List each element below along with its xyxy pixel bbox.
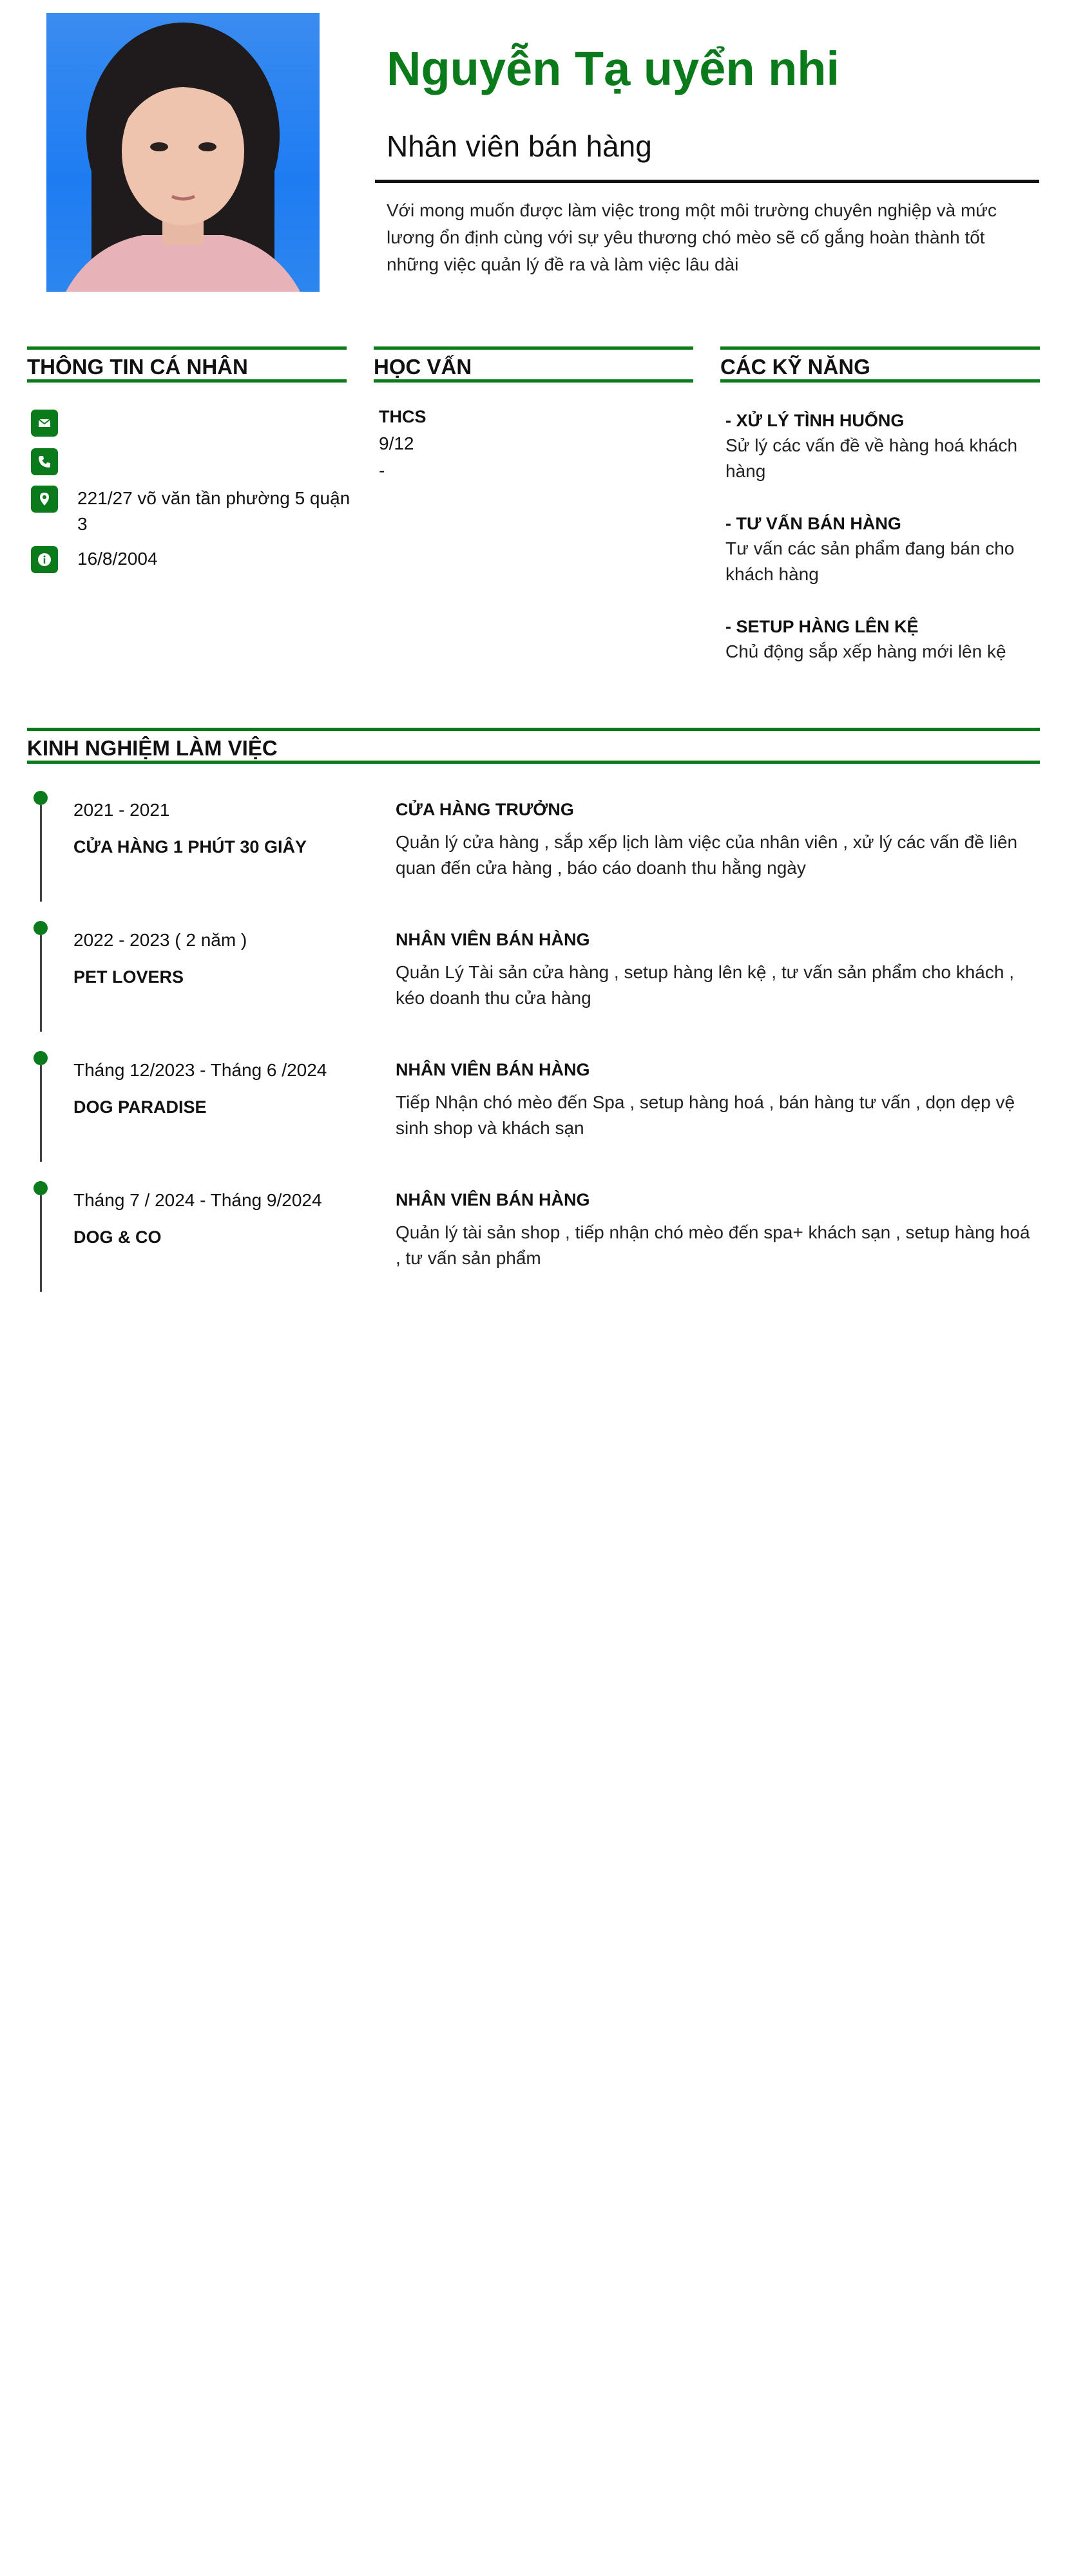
personal-info-heading — [27, 346, 347, 383]
job-date: Tháng 12/2023 - Tháng 6 /2024 — [73, 1060, 327, 1080]
skill-title: - TƯ VẤN BÁN HÀNG — [725, 514, 901, 533]
job-date: 2021 - 2021 — [73, 800, 170, 820]
birthday-value: 16/8/2004 — [77, 549, 158, 569]
job-date: Tháng 7 / 2024 - Tháng 9/2024 — [73, 1190, 322, 1210]
timeline-dot — [34, 921, 48, 935]
job-company: CỬA HÀNG 1 PHÚT 30 GIÂY — [73, 837, 307, 857]
birthday-row — [31, 546, 361, 573]
skill-desc: Chủ động sắp xếp hàng mới lên kệ — [725, 641, 1006, 661]
skill-item — [725, 614, 1035, 665]
skills-heading — [720, 346, 1040, 383]
education-school: THCS — [379, 407, 427, 426]
skills-list — [725, 408, 1035, 692]
job-entry — [31, 791, 1042, 900]
phone-icon — [31, 448, 58, 475]
phone-row — [31, 448, 361, 475]
address-value: 221/27 võ văn tần phường 5 quận 3 — [77, 488, 350, 534]
job-description: Quản lý tài sản shop , tiếp nhận chó mèo đến spa+ khách sạn , setup hàng hoá , tư vấn sản phẩm — [396, 1222, 1030, 1268]
candidate-role: Nhân viên bán hàng — [387, 129, 652, 163]
timeline-line — [40, 1195, 42, 1292]
timeline-dot — [34, 791, 48, 805]
skill-desc: Tư vấn các sản phẩm đang bán cho khách hàng — [725, 538, 1015, 584]
email-row — [31, 410, 361, 437]
info-icon — [31, 546, 58, 573]
education-heading-label: HỌC VẤN — [374, 355, 472, 379]
job-title: NHÂN VIÊN BÁN HÀNG — [396, 1060, 590, 1079]
skill-title: - SETUP HÀNG LÊN KỆ — [725, 617, 919, 636]
map-pin-icon — [31, 486, 58, 513]
personal-info-heading-label: THÔNG TIN CÁ NHÂN — [27, 355, 248, 379]
job-entry — [31, 1181, 1042, 1291]
job-description: Tiếp Nhận chó mèo đến Spa , setup hàng hoá , bán hàng tư vấn , dọn dẹp vệ sinh shop và khách sạn — [396, 1092, 1015, 1138]
job-title: CỬA HÀNG TRƯỞNG — [396, 800, 574, 819]
job-title: NHÂN VIÊN BÁN HÀNG — [396, 1190, 590, 1209]
candidate-name: Nguyễn Tạ uyển nhi — [387, 42, 840, 95]
skill-title: - XỬ LÝ TÌNH HUỐNG — [725, 411, 905, 430]
skills-heading-label: CÁC KỸ NĂNG — [720, 355, 870, 379]
job-entry — [31, 1051, 1042, 1160]
education-grade: 9/12 — [379, 433, 414, 453]
timeline-line — [40, 935, 42, 1032]
career-objective: Với mong muốn được làm việc trong một môi trường chuyên nghiệp và mức lương ổn định cùng với sự yêu thương chó mèo sẽ cố gắng hoàn thành tốt những việc quản lý đề ra và làm việc lâu dài — [387, 200, 997, 274]
timeline-dot — [34, 1051, 48, 1065]
job-company: DOG PARADISE — [73, 1097, 207, 1117]
education-extra: - — [379, 460, 385, 480]
skill-desc: Sử lý các vấn đề về hàng hoá khách hàng — [725, 435, 1018, 481]
job-description: Quản Lý Tài sản cửa hàng , setup hàng lên kệ , tư vấn sản phẩm cho khách , kéo doanh thu cửa hàng — [396, 962, 1015, 1008]
job-company: PET LOVERS — [73, 967, 184, 987]
job-date: 2022 - 2023 ( 2 năm ) — [73, 930, 247, 950]
header-divider — [375, 180, 1039, 183]
job-title: NHÂN VIÊN BÁN HÀNG — [396, 930, 590, 949]
timeline-line — [40, 1065, 42, 1162]
skill-item — [725, 511, 1035, 587]
education-heading — [374, 346, 693, 383]
education-block — [379, 407, 427, 488]
profile-photo — [46, 13, 320, 292]
experience-heading — [27, 728, 1040, 764]
job-description: Quản lý cửa hàng , sắp xếp lịch làm việc của nhân viên , xử lý các vấn đề liên quan đến cửa hàng , báo cáo doanh thu hằng ngày — [396, 832, 1018, 878]
skill-item — [725, 408, 1035, 484]
envelope-icon — [31, 410, 58, 437]
timeline-dot — [34, 1181, 48, 1195]
timeline-line — [40, 805, 42, 902]
job-company: DOG & CO — [73, 1227, 162, 1247]
address-row — [31, 486, 361, 537]
job-entry — [31, 921, 1042, 1030]
experience-heading-label: KINH NGHIỆM LÀM VIỆC — [27, 736, 278, 760]
